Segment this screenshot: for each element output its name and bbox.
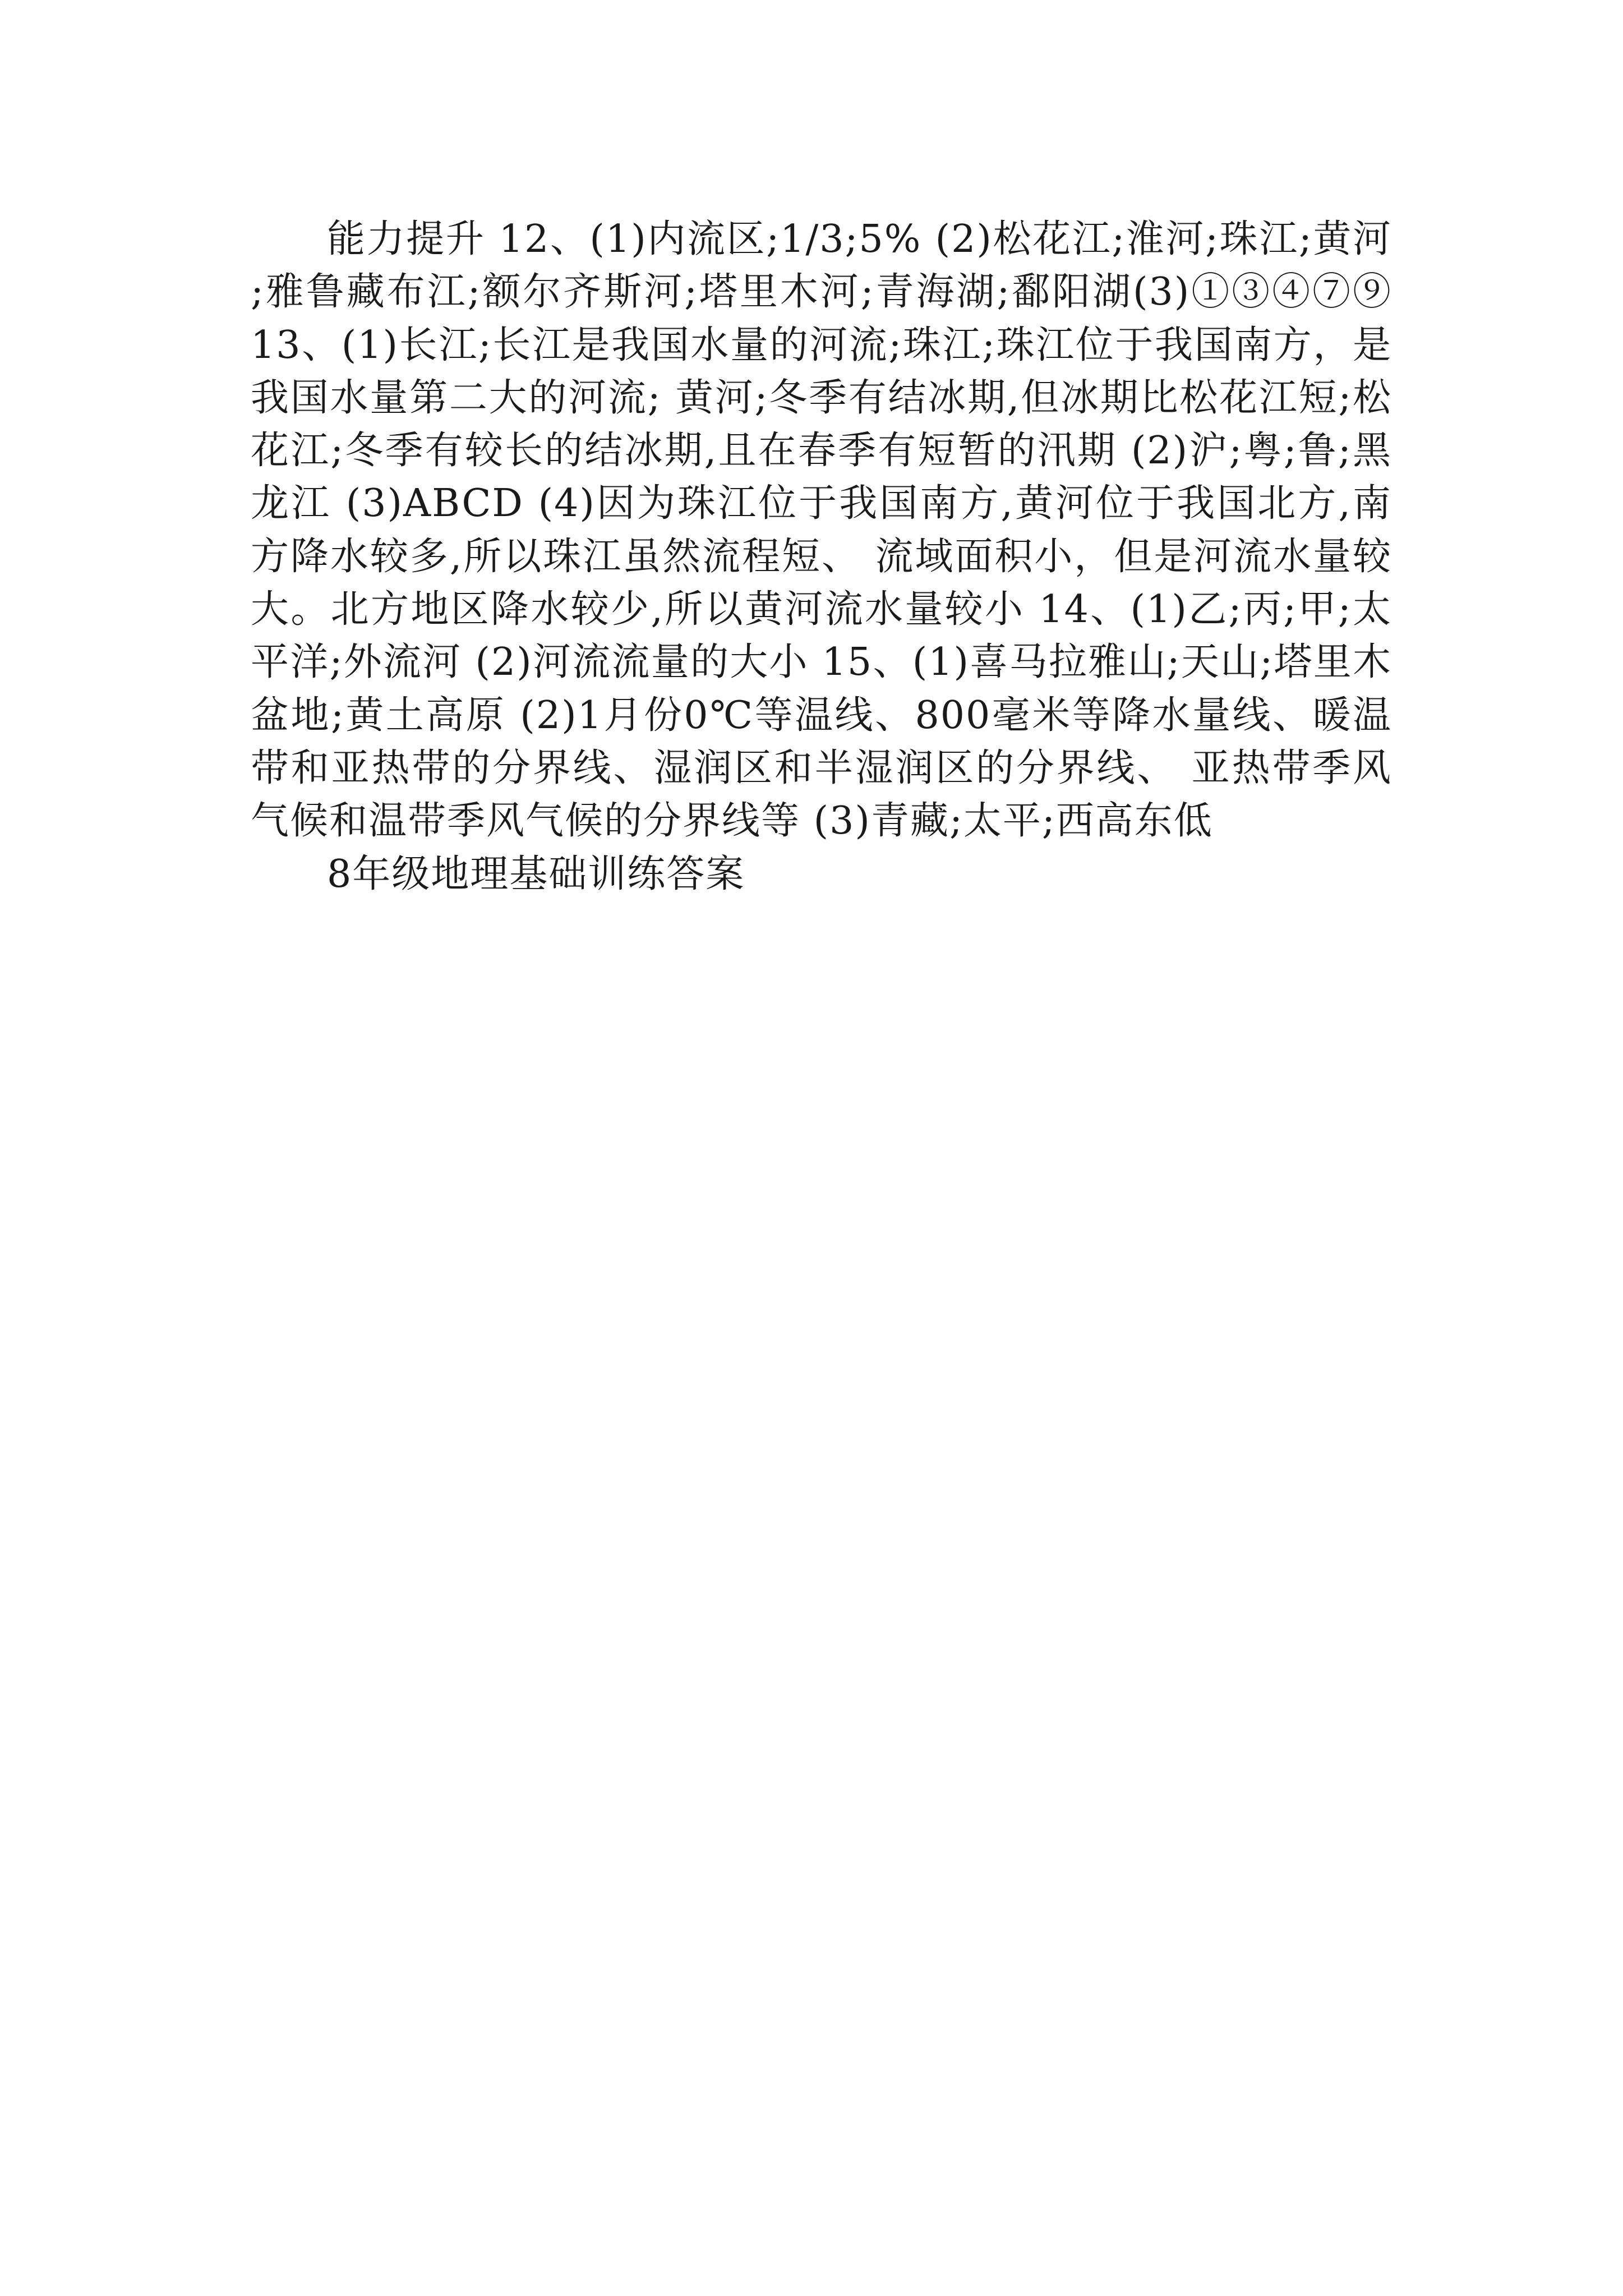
answer-paragraph: 能力提升 12、(1)内流区;1/3;5% (2)松花江;淮河;珠江;黄河;雅鲁藏布江;额尔齐斯河;塔里木河;青海湖;鄱阳湖(3)①③④⑦⑨ 13、(1)长江;长江是我国水量的河流;珠江;珠江位于我国南方，是我国水量第二大的河流; 黄河;冬季有结冰期,但冰期比松花江短;松花江;冬季有较长的结冰期,且在春季有短暂的汛期 (2)沪;粤;鲁;黑龙江 (3)ABCD (4)因为珠江位于我国南方,黄河位于我国北方,南方降水较多,所以珠江虽然流程短、 流域面积小，但是河流水量较大。北方地区降水较少,所以黄河流水量较小 14、(1)乙;丙;甲;太平洋;外流河 (2)河流流量的大小 15、(1)喜马拉雅山;天山;塔里木盆地;黄土高原 (2)1月份0℃等温线、800毫米等降水量线、暖温带和亚热带的分界线、湿润区和半湿润区的分界线、 亚热带季风气候和温带季风气候的分界线等 (3)青藏;太平;西高东低 — [251, 217, 1392, 844]
document-body — [251, 213, 1392, 901]
document-heading: 8年级地理基础训练答案 — [327, 852, 745, 896]
